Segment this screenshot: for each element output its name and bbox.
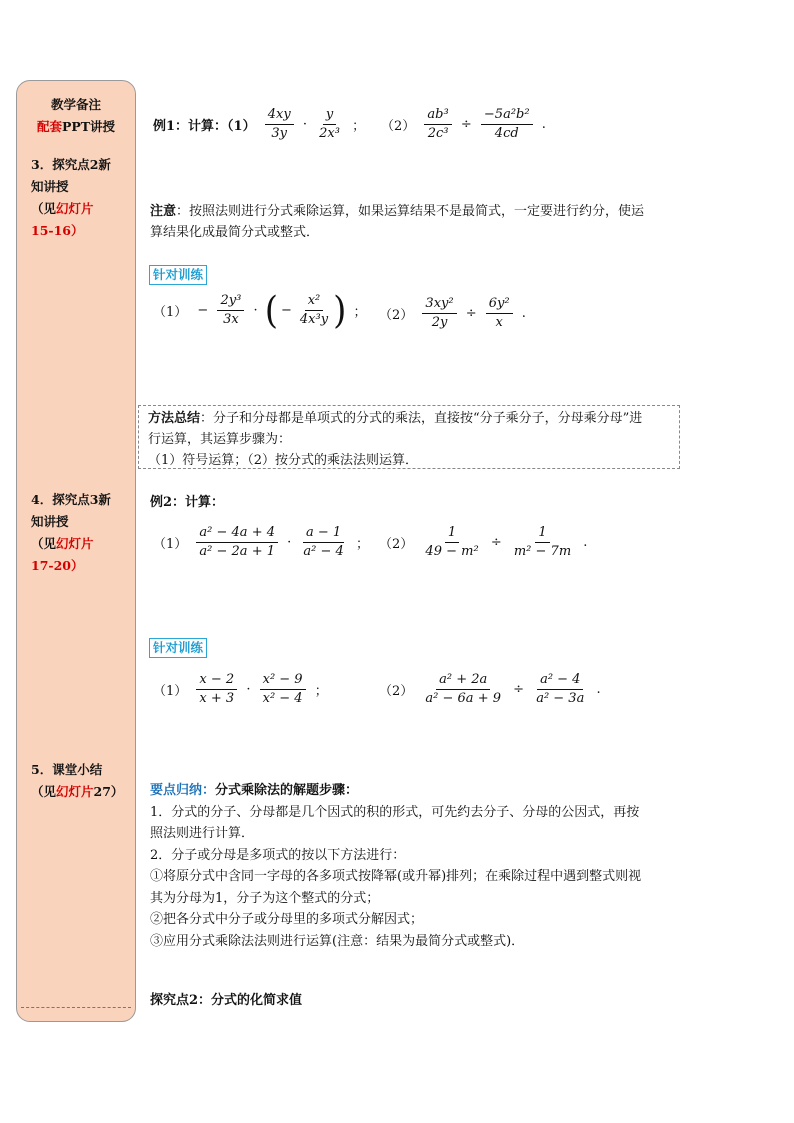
- sec4-line3: （见幻灯片: [31, 536, 94, 551]
- sec5-line2: （见幻灯片27）: [31, 784, 124, 799]
- example-1-label: 例1：计算：（1）: [153, 119, 256, 134]
- sidebar-heading: 教学备注: [50, 97, 101, 112]
- sidebar-section-5: [31, 759, 131, 803]
- practice-2-q2: （2） $\frac{\text{a² + 2a}}{\text{a² − 6a + 9}}$ ÷ $\frac{\text{a² − 4}}{\text{a² − 3a}}$ .: [379, 672, 601, 706]
- practice-1-q2: （2） $\frac{\text{3xy²}}{2y}$ ÷ $\frac{\text{6y²}}{x}$ .: [379, 296, 526, 330]
- divide-operator: ÷: [460, 117, 472, 132]
- fraction: $\frac{1}{\text{49 − m²}}$: [425, 525, 479, 559]
- sec4-line2: 知讲授: [31, 514, 69, 529]
- key-points-heading: 要点归纳：: [150, 783, 216, 798]
- example-1-part-2: （2） $\frac{\text{ab³}}{\text{2c³}}$ ÷ $\frac{\text{−5a²b²}}{4cd}$ .: [381, 107, 546, 141]
- practice-tag-2: 针对训练: [149, 638, 207, 658]
- fraction: $\frac{4xy}{3y}$: [265, 106, 294, 143]
- sidebar-ppt-black: PPT讲授: [61, 119, 116, 134]
- practice-1-q1: （1） − $\frac{\text{2y³}}{3x}$ · ( − $\frac{\text{x²}}{\text{4x³y}}$ ) ；: [153, 288, 367, 333]
- practice-2-q1: （1） $\frac{x - 2}{x + 3}$ · $\frac{\text{x² − 9}}{\text{x² − 4}}$ ；: [153, 672, 328, 706]
- fraction: $\frac{\text{3xy²}}{2y}$: [422, 295, 456, 332]
- sidebar-section-4: [31, 489, 131, 577]
- fraction: $\frac{x - 2}{x + 3}$: [196, 671, 237, 708]
- fraction: $\frac{\text{ab³}}{\text{2c³}}$: [424, 106, 451, 143]
- fraction: $\frac{\text{x² − 9}}{\text{x² − 4}}$: [260, 671, 306, 708]
- sec4-line4: 17-20）: [31, 558, 84, 573]
- fraction: $\frac{y}{\text{2x³}}$: [319, 107, 340, 141]
- key-points-summary: 要点归纳：分式乘除法的解题步骤： 1．分式的分子、分母都是几个因式的积的形式，可先约去分子、分母的公因式，再按 照法则进行计算． 2．分子或分母是多项式的按以下方法进行： ①将原分式中含同一字母的各多项式按降幂(或升幂)排列；在乘除过程中遇到整式则视 其为分母为1，分子为这个整式的分式； ②把各分式中分子或分母里的多项式分解因式； ③应用分式乘除法法则进行运算(注意：结果为最简分式或整式)．: [150, 783, 642, 949]
- method-summary: 方法总结：分子和分母都是单项式的分式的乘法，直接按“分子乘分子，分母乘分母”进 行运算，其运算步骤为： （1）符号运算；（2）按分式的乘法法则运算．: [148, 411, 643, 468]
- note-paragraph: 注意：按照法则进行分式乘除运算，如果运算结果不是最简式，一定要进行约分，使运 算结果化成最简分式或整式．: [150, 204, 645, 240]
- example-2-q1: （1） $\frac{\text{a² − 4a + 4}}{\text{a² − 2a + 1}}$ · $\frac{a - 1}{\text{a² − 4}}$ ；: [153, 525, 369, 559]
- sec3-line2: 知讲授: [31, 179, 69, 194]
- fraction: $\frac{\text{x²}}{\text{4x³y}}$: [299, 293, 329, 327]
- sidebar-ppt-note: [17, 117, 135, 135]
- sidebar-section-3: [31, 154, 131, 242]
- fraction: $\frac{\text{−5a²b²}}{4cd}$: [481, 106, 533, 143]
- fraction: $\frac{\text{6y²}}{x}$: [486, 295, 513, 332]
- practice-tag-1: 针对训练: [149, 265, 207, 285]
- example-1: 例1：计算：（1） $\frac{4xy}{3y}$ · $\frac{y}{\text{2x³}}$ ；: [153, 107, 366, 141]
- example-2-q2: （2） $\frac{1}{\text{49 − m²}}$ ÷ $\frac{1}{\text{m² − 7m}}$ .: [379, 525, 588, 559]
- teaching-notes-sidebar: [16, 80, 136, 1022]
- times-operator: ·: [302, 117, 307, 132]
- fraction: $\frac{a - 1}{\text{a² − 4}}$: [303, 525, 344, 559]
- next-section-heading: 探究点2：分式的化简求值: [150, 993, 303, 1008]
- sec3-line1: 3．探究点2新: [31, 157, 111, 172]
- sec4-line1: 4．探究点3新: [31, 492, 111, 507]
- fraction: $\frac{\text{a² − 4}}{\text{a² − 3a}}$: [536, 672, 585, 706]
- sidebar-divider: [21, 1007, 131, 1008]
- note-label: 注意: [150, 204, 177, 219]
- sidebar-ppt-red: 配套: [36, 119, 62, 134]
- fraction: $\frac{\text{a² + 2a}}{\text{a² − 6a + 9}}$: [425, 672, 501, 706]
- sec5-line1: 5．课堂小结: [31, 762, 103, 777]
- fraction: $\frac{\text{2y³}}{3x}$: [217, 292, 244, 329]
- example-2-label: 例2：计算：: [150, 495, 225, 510]
- sec3-line4: 15-16）: [31, 223, 84, 238]
- sec3-line3: （见幻灯片: [31, 201, 94, 216]
- fraction: $\frac{\text{a² − 4a + 4}}{\text{a² − 2a + 1}}$: [196, 524, 278, 561]
- fraction: $\frac{1}{\text{m² − 7m}}$: [513, 525, 572, 559]
- method-label: 方法总结: [148, 411, 201, 426]
